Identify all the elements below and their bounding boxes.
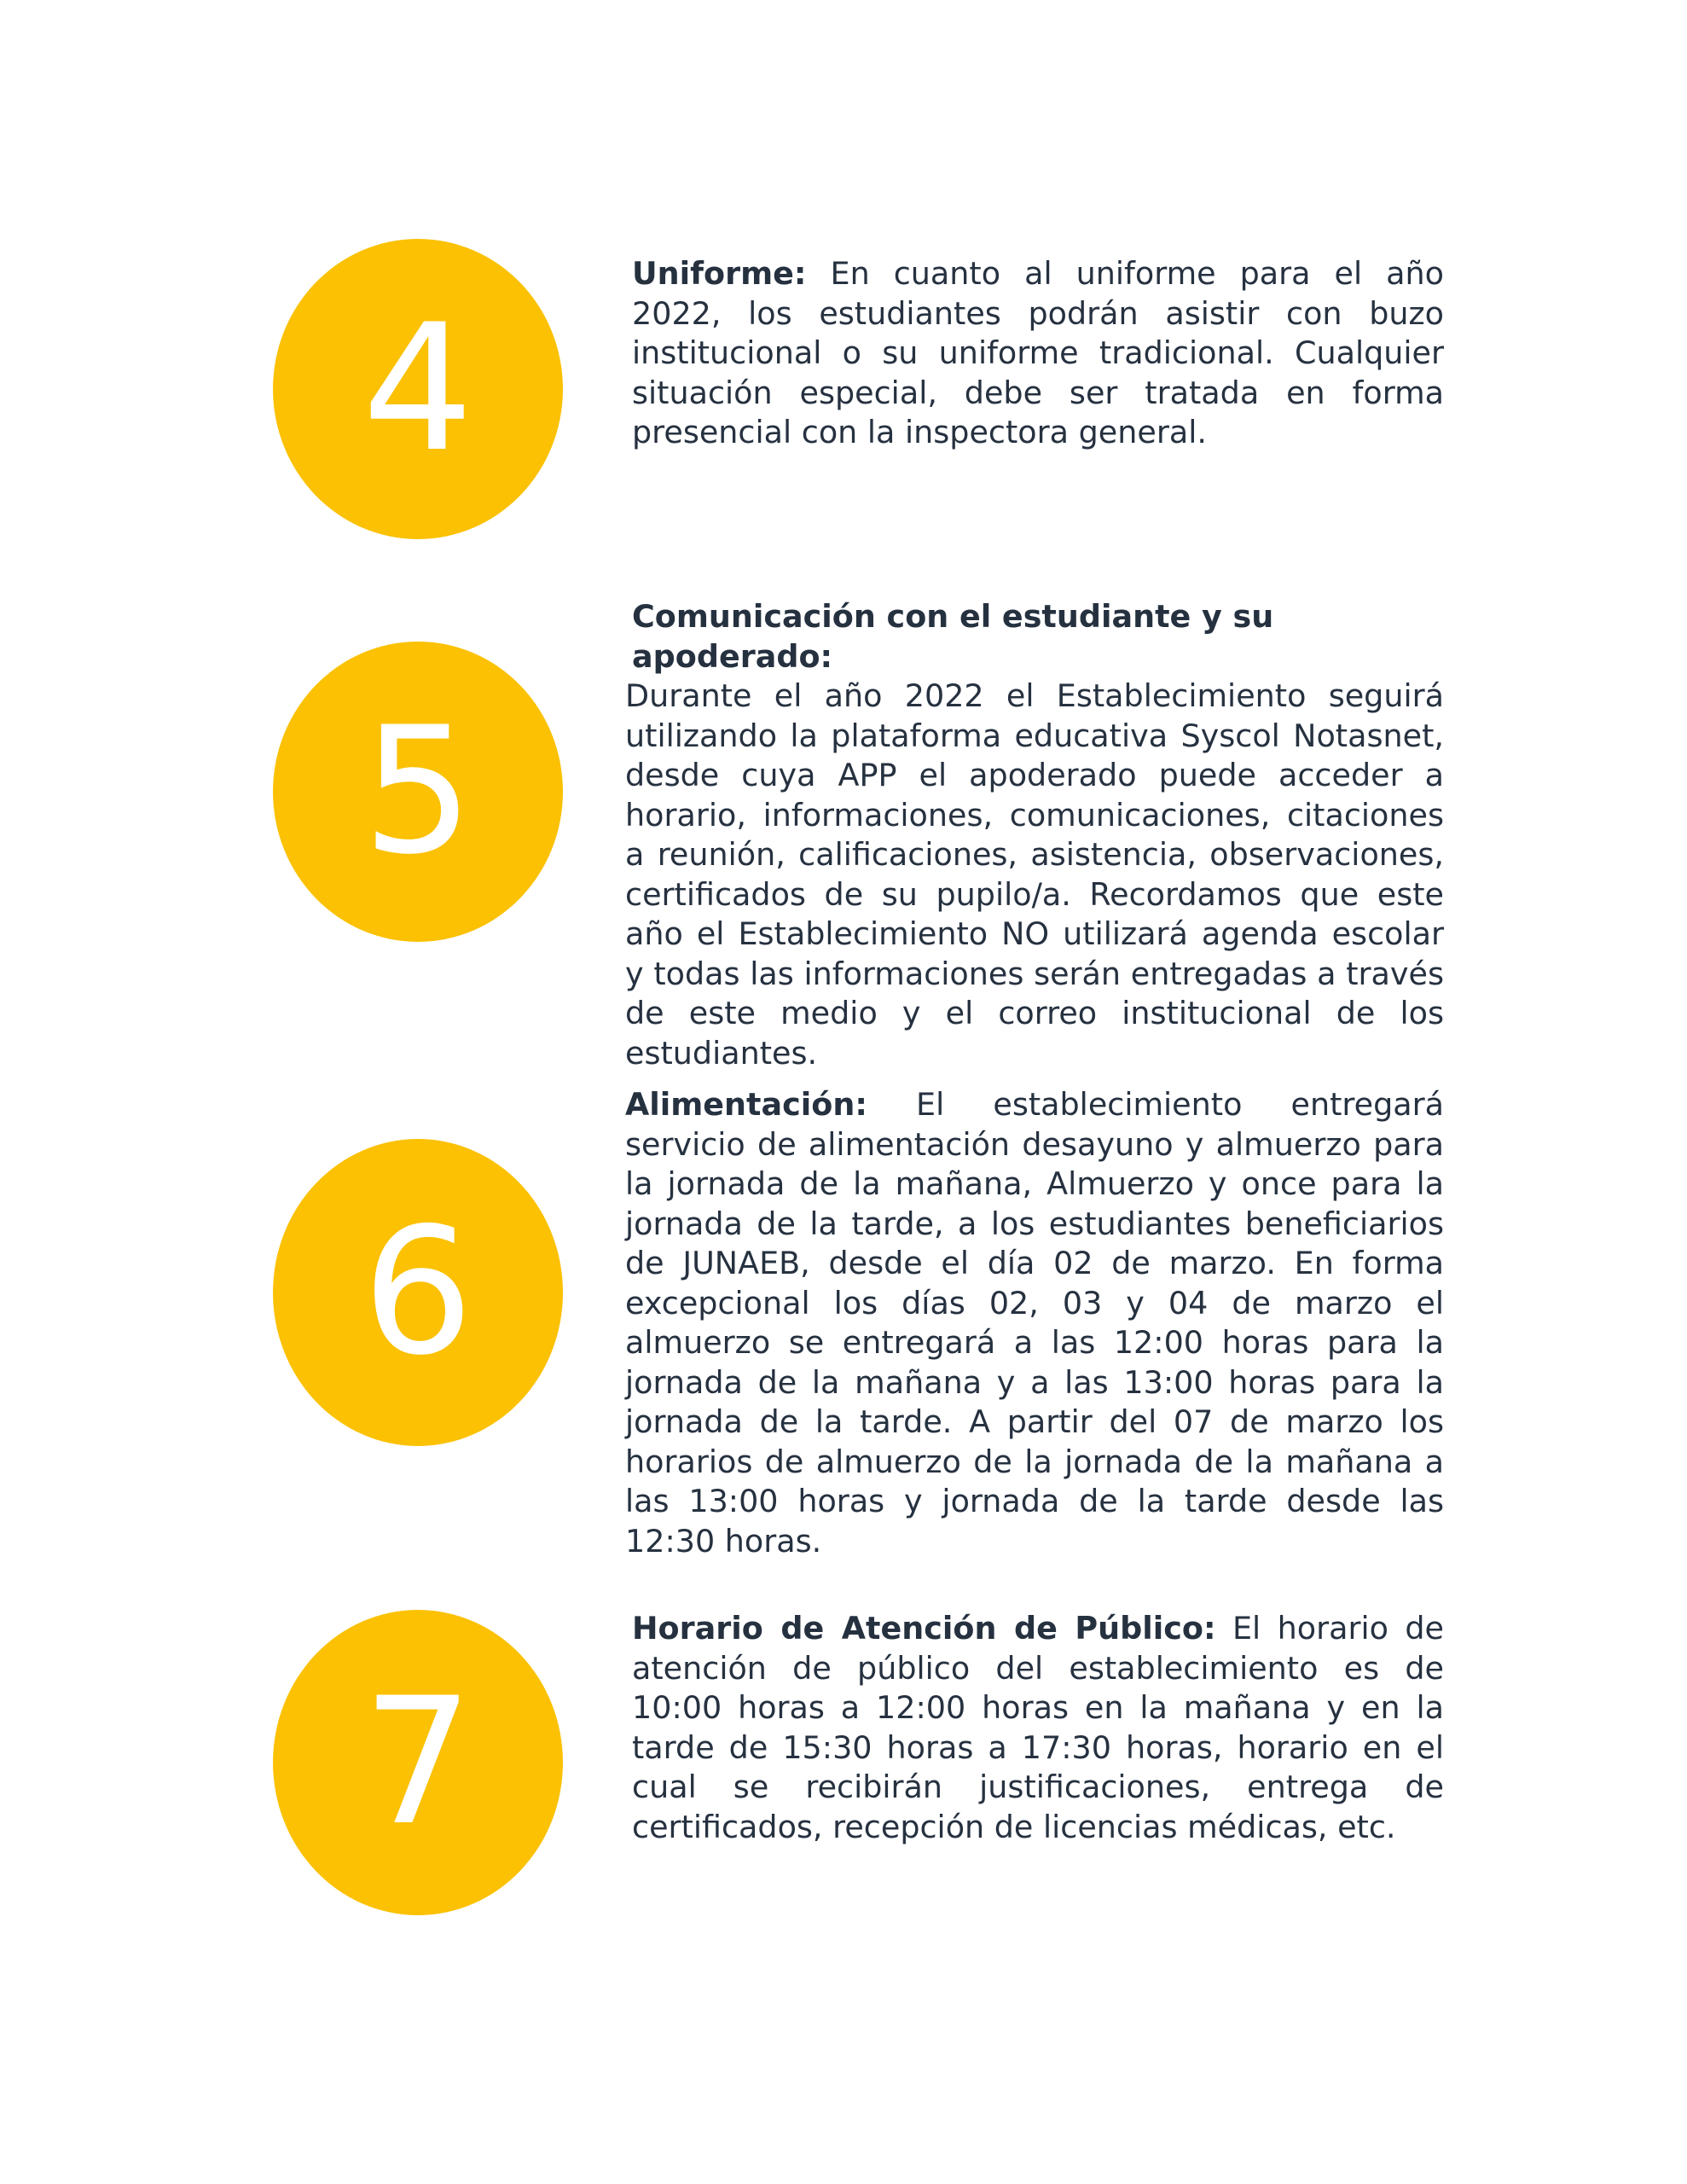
item-number: 4 [362, 287, 474, 491]
number-badge-5 [273, 642, 563, 942]
item-horario-atencion [625, 1609, 1444, 1847]
item-body: En cuanto al uniforme para el año 2022, los estudiantes podrán asistir con buzo institucional o su uniforme tradicional. Cualquier situación especial, debe ser tratada en forma presencial con la inspectora general. [632, 255, 1444, 450]
item-body: Durante el año 2022 el Establecimiento seguirá utilizando la plataforma educativa Syscol Notasnet, desde cuya APP el apoderado puede acceder a horario, informaciones, comunicaciones, citaciones a reunión, calificaciones, asistencia, observaciones, certificados de su pupilo/a. Recordamos que este año el Establecimiento NO utilizará agenda escolar y todas las informaciones serán entregadas a través de este medio y el correo institucional de los estudiantes. [625, 677, 1444, 1072]
item-title: Alimentación: [625, 1086, 867, 1123]
item-title: Horario de Atención de Público: [632, 1610, 1216, 1647]
item-body: El horario de atención de público del establecimiento es de 10:00 horas a 12:00 horas en la mañana y en la tarde de 15:30 horas a 17:30 horas, horario en el cual se recibirán justificaciones, entrega de certificados, recepción de licencias médicas, etc. [632, 1610, 1444, 1845]
item-title: Comunicación con el estudiante y su apoderado: [632, 598, 1274, 675]
number-badge-7 [273, 1610, 563, 1915]
item-body: El establecimiento entregará servicio de alimentación desayuno y almuerzo para la jornada de la mañana, Almuerzo y once para la jornada de la tarde, a los estudiantes beneficiarios de JUNAEB, desde el día 02 de marzo. En forma excepcional los días 02, 03 y 04 de marzo el almuerzo se entregará a las 12:00 horas para la jornada de la mañana y a las 13:00 horas para la jornada de la tarde. A partir del 07 de marzo los horarios de almuerzo de la jornada de la mañana a las 13:00 horas y jornada de la tarde desde las 12:30 horas. [625, 1086, 1444, 1560]
item-number: 6 [362, 1190, 474, 1394]
item-uniforme [625, 254, 1444, 453]
number-badge-4 [273, 239, 563, 539]
item-title: Uniforme: [632, 255, 807, 292]
item-alimentacion [625, 1085, 1444, 1561]
item-comunicacion [625, 597, 1444, 1073]
item-number: 7 [362, 1660, 474, 1864]
number-badge-6 [273, 1139, 563, 1446]
item-number: 5 [362, 689, 474, 893]
